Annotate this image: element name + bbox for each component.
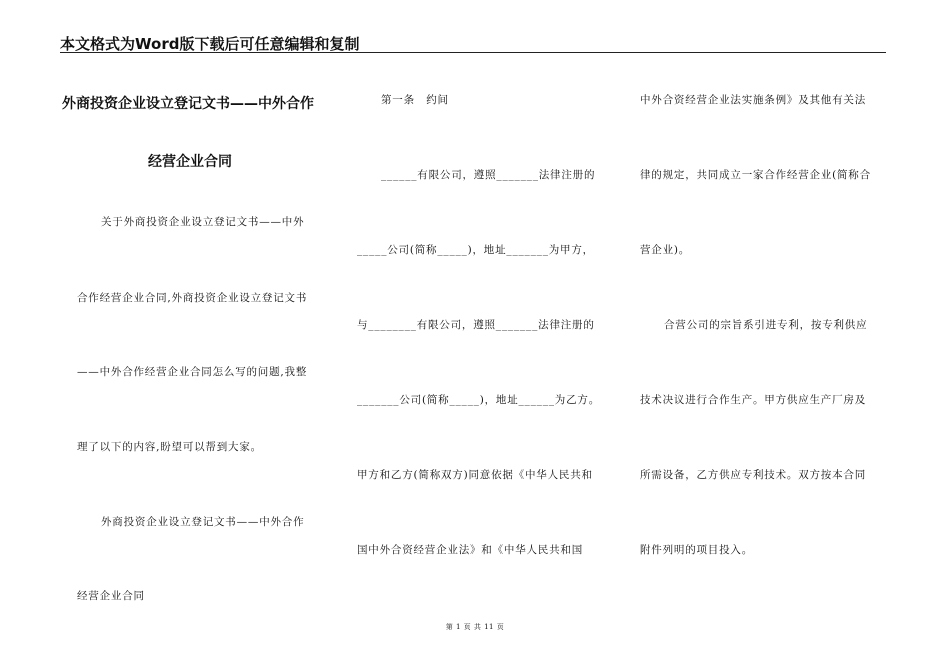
column3-line-3: 营企业)。 bbox=[640, 244, 691, 256]
column2-line-5: _______公司(简称_____)，地址______为乙方。 bbox=[357, 394, 600, 406]
column3-line-5: 技术决议进行合作生产。甲方供应生产厂房及 bbox=[640, 394, 866, 406]
column2-line-6: 甲方和乙方(简称双方)同意依据《中华人民共和 bbox=[357, 469, 593, 481]
column3-line-6: 所需设备，乙方供应专利技术。双方按本合同 bbox=[640, 469, 866, 481]
document-title-line-1: 外商投资企业设立登记文书——中外合作 bbox=[62, 96, 314, 112]
document-header: 本文格式为Word版下载后可任意编辑和复制 bbox=[60, 35, 360, 53]
column3-line-4: 合营公司的宗旨系引进专利，按专利供应 bbox=[664, 319, 868, 331]
column1-line-4: 理了以下的内容,盼望可以帮到大家。 bbox=[77, 441, 262, 453]
column3-line-1: 中外合资经营企业法实施条例》及其他有关法 bbox=[640, 94, 866, 106]
column1-line-1: 关于外商投资企业设立登记文书——中外 bbox=[101, 216, 305, 228]
column1-line-6: 经营企业合同 bbox=[77, 590, 145, 602]
header-divider bbox=[60, 52, 886, 53]
column1-line-2: 合作经营企业合同,外商投资企业设立登记文书 bbox=[77, 292, 308, 304]
document-title-line-2: 经营企业合同 bbox=[148, 154, 232, 170]
column1-line-3: ——中外合作经营企业合同怎么写的问题,我整 bbox=[77, 366, 308, 378]
column2-line-3: _____公司(简称_____)，地址_______为甲方， bbox=[357, 244, 594, 256]
column2-line-2: ______有限公司，遵照_______法律注册的 bbox=[381, 169, 596, 181]
column2-line-1: 第一条 约间 bbox=[381, 94, 449, 106]
column2-line-7: 国中外合资经营企业法》和《中华人民共和国 bbox=[357, 544, 583, 556]
column3-line-2: 律的规定，共同成立一家合作经营企业(简称合 bbox=[640, 169, 871, 181]
column1-line-5: 外商投资企业设立登记文书——中外合作 bbox=[101, 516, 305, 528]
column2-line-4: 与________有限公司，遵照_______法律注册的 bbox=[357, 319, 595, 331]
column3-line-7: 附件列明的项目投入。 bbox=[640, 544, 753, 556]
page-number-footer: 第 1 页 共 11 页 bbox=[445, 623, 505, 631]
